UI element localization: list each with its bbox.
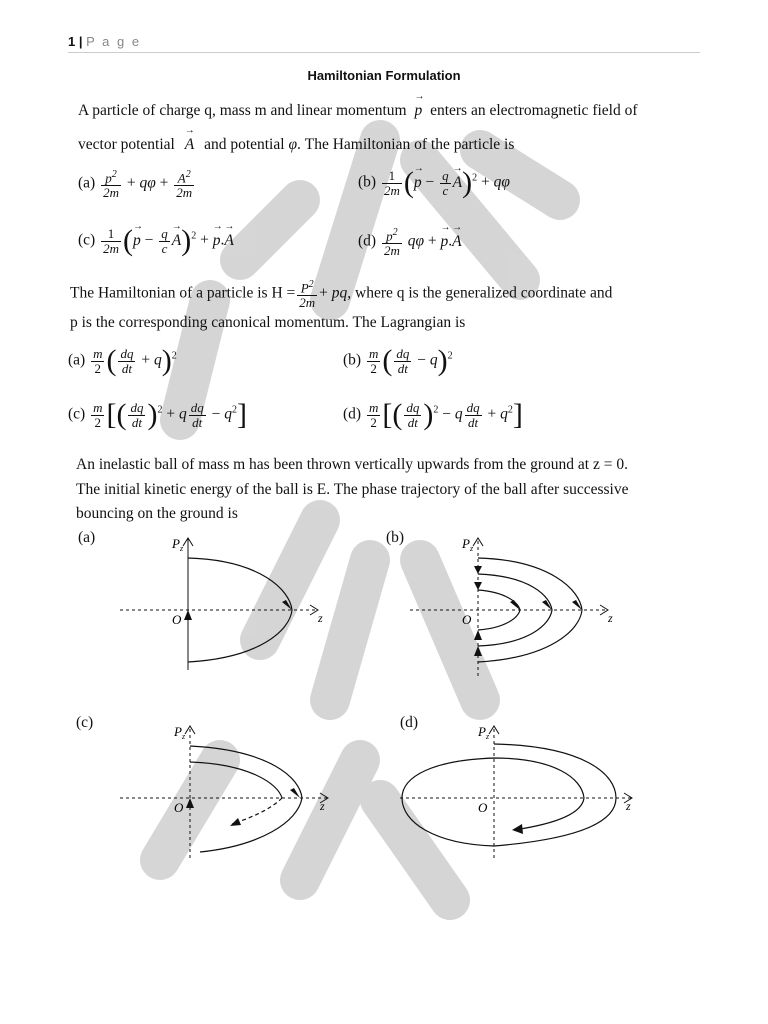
phase-diagram-a — [110, 530, 330, 680]
q1-option-d: (d) $\frac{p^2}{2m}$ qφ + → p.→ A — [358, 226, 462, 258]
axis-p-label: P — [478, 724, 486, 739]
axis-p-subscript: z — [180, 544, 184, 553]
axis-z-label: z — [318, 611, 323, 625]
axis-z-label: z — [320, 799, 325, 813]
origin-label: O — [174, 800, 184, 815]
page-label: P a g e — [86, 34, 142, 49]
q3-stem-line3: bouncing on the ground is — [76, 505, 238, 522]
q1-option-c: (c) $\frac{1}{2m}$ (→ p − $\frac{q}{c}$ → A)$^2$ + → p.→ A — [78, 226, 234, 256]
axis-p-label: P — [174, 724, 182, 739]
axis-p-label: P — [462, 536, 470, 551]
q1-stem-line1: A particle of charge q, mass m and linear momentum → p enters an electromagnetic field of — [78, 102, 638, 120]
q3-option-d-label: (d) — [400, 714, 419, 731]
page-number: 1 — [68, 34, 76, 49]
q1-option-a: (a) $\frac{p^2}{2m}$ + qφ + $\frac{A^2}{2m}$ — [78, 169, 193, 201]
axis-p-subscript: z — [470, 544, 474, 553]
axis-z-label: z — [626, 799, 631, 813]
axis-z-label: z — [608, 611, 613, 625]
axis-p-label: P — [172, 536, 180, 551]
q3-option-c-label: (c) — [76, 714, 94, 731]
q2-option-b: (b) $\frac{m}{2}$ ( $\frac{dq}{dt}$ − q)$^2$ — [343, 344, 453, 377]
q3-option-a-label: (a) — [78, 529, 96, 546]
q2-option-a: (a) $\frac{m}{2}$ ( $\frac{dq}{dt}$ + q)$^2$ — [68, 344, 177, 377]
q2-option-c: (c) $\frac{m}{2}$ [( $\frac{dq}{dt}$ )$^2$ + q $\frac{dq}{dt}$ − $q^2$] — [68, 398, 247, 431]
header-rule — [68, 52, 700, 53]
q1-option-b: (b) $\frac{1}{2m}$ (→ p − $\frac{q}{c}$ → A)$^2$ + qφ — [358, 168, 510, 198]
phase-diagram-b — [400, 530, 620, 680]
origin-label: O — [478, 800, 488, 815]
axis-p-subscript: z — [182, 732, 186, 741]
q1-stem-line2: vector potential → A and potential φ. The Hamiltonian of the particle is — [78, 136, 514, 154]
axis-p-subscript: z — [486, 732, 490, 741]
origin-label: O — [172, 612, 182, 627]
phase-diagram-d — [394, 718, 644, 868]
q3-option-b-label: (b) — [386, 529, 405, 546]
phase-diagram-c — [110, 718, 340, 868]
q2-option-d: (d) $\frac{m}{2}$ [( $\frac{dq}{dt}$ )$^2$ − q $\frac{dq}{dt}$ + $q^2$] — [343, 398, 523, 431]
q2-stem-line1: The Hamiltonian of a particle is H = $\frac{P^2}{2m}$ + pq, where q is the generalized coordinate and — [70, 279, 613, 311]
origin-label: O — [462, 612, 472, 627]
q3-stem-line2: The initial kinetic energy of the ball is E. The phase trajectory of the ball after successive — [76, 481, 629, 498]
q3-stem-line1: An inelastic ball of mass m has been thrown vertically upwards from the ground at z = 0. — [76, 456, 628, 473]
q2-stem-line2: p is the corresponding canonical momentum. The Lagrangian is — [70, 314, 466, 331]
page-header: 1 | P a g e — [68, 34, 142, 49]
document-title: Hamiltonian Formulation — [307, 68, 461, 83]
